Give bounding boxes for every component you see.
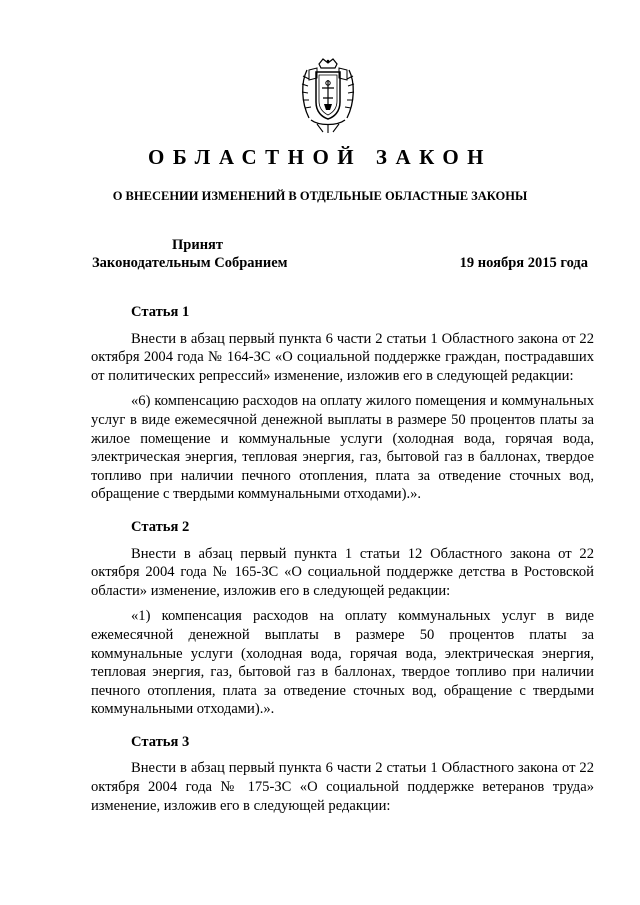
coat-of-arms-icon <box>297 58 359 134</box>
adopted-by-label: Законодательным Собранием <box>92 255 288 271</box>
article-2-paragraph-1: Внести в абзац первый пункта 1 статьи 12 Областного закона от 22 октября 2004 года № 165-ЗС «О социальной поддержке детства в Ростовской области» изменение, изложив его в следующей редакции: <box>91 545 594 599</box>
article-3-paragraph-1: Внести в абзац первый пункта 6 части 2 статьи 1 Областного закона от 22 октября 2004 года № 175-ЗС «О социальной поддержке ветеранов труда» изменение, изложив его в следующей редакции: <box>91 760 594 814</box>
article-2-paragraph-2: «1) компенсация расходов на оплату коммунальных услуг в виде ежемесячной денежной выплаты в размере 50 процентов платы за коммунальные услуги (холодная вода, горячая вода, электрическая энергия, тепловая энергия, газ, бытовой газ в баллонах, твердое топливо при наличии печного отопления, плата за отведение сточных вод, обращение с твердыми коммунальными отходами).». <box>91 608 594 718</box>
adopted-label: Принят <box>172 237 224 253</box>
adopted-date: 19 ноября 2015 года <box>459 255 588 271</box>
law-title: ОБЛАСТНОЙ ЗАКОН <box>147 145 492 169</box>
article-1-paragraph-1: Внести в абзац первый пункта 6 части 2 статьи 1 Областного закона от 22 октября 2004 года № 164-ЗС «О социальной поддержке граждан, пострадавших от политических репрессий» изменение, изложив его в следующей редакции: <box>91 330 594 384</box>
articles-body <box>91 303 594 815</box>
article-1-paragraph-2: «6) компенсацию расходов на оплату жилого помещения и коммунальных услуг в виде ежемесячной денежной выплаты в размере 50 процентов платы за жилое помещение и коммунальные услуги (холодная вода, горячая вода, электрическая энергия, тепловая энергия, газ, бытовой газ в баллонах, твердое топливо при наличии печного отопления, плата за отведение сточных вод, обращение с твердыми коммунальными отходами).». <box>91 393 594 503</box>
law-subtitle: О ВНЕСЕНИИ ИЗМЕНЕНИЙ В ОТДЕЛЬНЫЕ ОБЛАСТНЫЕ ЗАКОНЫ <box>112 189 528 203</box>
article-3-heading: Статья 3 <box>131 733 190 750</box>
article-1-heading: Статья 1 <box>131 304 190 320</box>
article-2-heading: Статья 2 <box>131 518 190 535</box>
